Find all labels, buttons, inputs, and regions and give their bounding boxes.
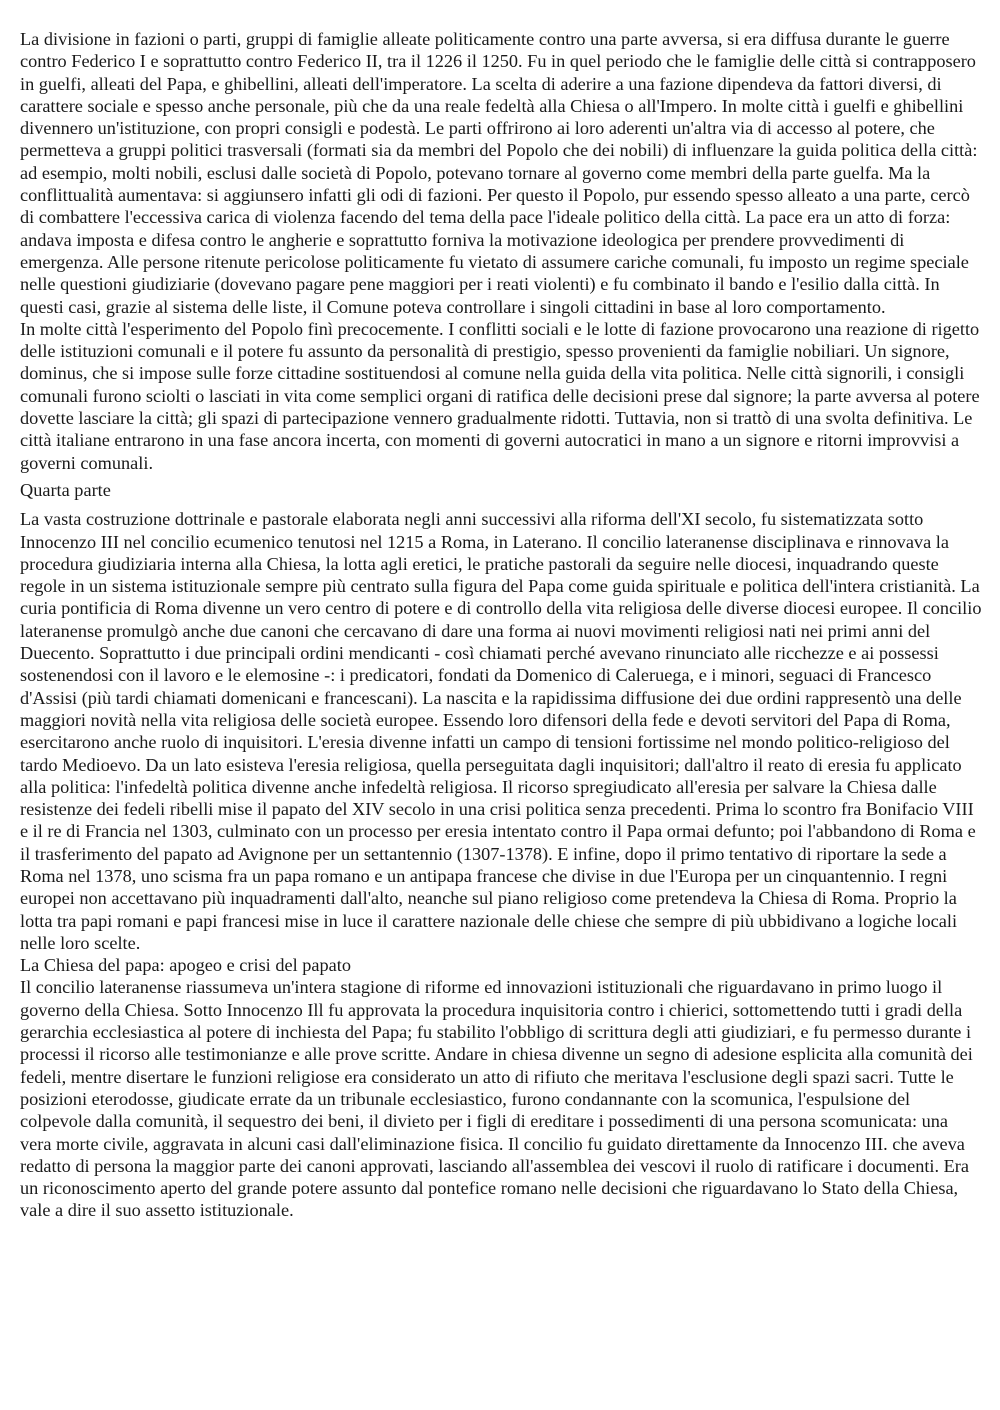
paragraph-lateran-council: La vasta costruzione dottrinale e pastorale elaborata negli anni successivi alla riforma dell'XI secolo, fu sistematizzata sotto Innocenzo III nel concilio ecumenico tenutosi nel 1215 a Roma, in Laterano. Il concilio lateranense disciplinava e rinnovava la procedura giudiziaria interna alla Chiesa, la lotta agli eretici, le pratiche pastorali da seguire nelle diocesi, inquadrando queste regole in un sistema istituzionale sempre più centrato sulla figura del Papa come guida spirituale e politica dell'intera cristianità. La curia pontificia di Roma divenne un vero centro di potere e di controllo della vita religiosa delle diverse diocesi europee. Il concilio lateranense promulgò anche due canoni che cercavano di dare una forma ai nuovi movimenti religiosi nati nei primi anni del Duecento. Soprattutto i due principali ordini mendicanti - così chiamati perché avevano rinunciato alle ricchezze e ai possessi sostenendosi con il lavoro e le elemosine -: i predicatori, fondati da Domenico di Caleruega, e i minori, seguaci di Francesco d'Assisi (più tardi chiamati domenicani e francescani). La nascita e la rapidissima diffusione dei due ordini rappresentò una delle maggiori novità nella vita religiosa delle società europee. Essendo loro difensori della fede e devoti servitori del Papa di Roma, esercitarono anche ruolo di inquisitori. L'eresia divenne infatti un campo di tensioni fortissime nel mondo politico-religioso del tardo Medioevo. Da un lato esisteva l'eresia religiosa, quella perseguitata dagli inquisitori; dall'altro il reato di eresia fu applicato alla politica: l'infedeltà politica divenne anche infedeltà religiosa. Il ricorso spregiudicato all'eresia per salvare la Chiesa dalle resistenze dei fedeli ribelli mise il papato del XIV secolo in una crisi politica senza precedenti. Prima lo scontro fra Bonifacio VIII e il re di Francia nel 1303, culminato con un processo per eresia intentato contro il Papa ormai defunto; poi l'abbandono di Roma e il trasferimento del papato ad Avignone per un settantennio (1307-1378). E infine, dopo il primo tentativo di riportare la sede a Roma nel 1378, uno scisma fra un papa romano e un antipapa francese che divise in due l'Europa per un cinquantennio. I regni europei non accettavano più inquadramenti dall'alto, neanche sul piano religioso come pretendeva la Chiesa di Roma. Proprio la lotta tra papi romani e papi francesi mise in luce il carattere nazionale delle chiese che sempre di più ubbidivano a logiche locali nelle loro scelte. xyxy=(20,509,982,953)
section-heading-chiesa-del-papa: La Chiesa del papa: apogeo e crisi del papato xyxy=(20,955,351,976)
paragraph-factions: La divisione in fazioni o parti, gruppi di famiglie alleate politicamente contro una parte avversa, si era diffusa durante le guerre contro Federico I e soprattutto contro Federico II, tra il 1226 il 1250. Fu in quel periodo che le famiglie delle città si contrapposero in guelfi, alleati del Papa, e ghibellini, alleati dell'imperatore. La scelta di aderire a una fazione dipendeva da fattori diversi, di carattere sociale e spesso anche personale, più che da una reale fedeltà alla Chiesa o all'Impero. In molte città i guelfi e ghibellini divennero un'istituzione, con propri consigli e podestà. Le parti offrirono ai loro aderenti un'altra via di accesso al potere, che permetteva a gruppi politici trasversali (formati sia da membri del Popolo che dei nobili) di influenzare la guida politica della città: ad esempio, molti nobili, esclusi dalle società di Popolo, potevano tornare al governo come membri della parte guelfa. Ma la conflittualità aumentava: si aggiunsero infatti gli odi di fazioni. Per questo il Popolo, pur essendo spesso alleato a una parte, cercò di combattere l'eccessiva carica di violenza facendo del tema della pace l'ideale politico della città. La pace era un atto di forza: andava imposta e difesa contro le angherie e soprattutto forniva la motivazione ideologica per prendere provvedimenti di emergenza. Alle persone ritenute pericolose politicamente fu vietato di assumere cariche comunali, fu imposto un regime speciale nelle questioni giudiziarie (dovevano pagare pene maggiori per i reati violenti) e fu combinato il bando e l'esilio dalla città. In questi casi, grazie al sistema delle liste, il Comune poteva controllare i singoli cittadini in base al loro comportamento. xyxy=(20,29,978,317)
document-body xyxy=(20,28,982,1222)
paragraph-signorie: In molte città l'esperimento del Popolo finì precocemente. I conflitti sociali e le lotte di fazione provocarono una reazione di rigetto delle istituzioni comunali e il potere fu assunto da personalità di prestigio, spesso provenienti da famiglie nobiliari. Un signore, dominus, che si impose sulle forze cittadine sostituendosi al comune nella guida della vita politica. Nelle città signorili, i consigli comunali furono sciolti o lasciati in vita come semplici organi di ratifica delle decisioni prese dal signore; la parte avversa al potere dovette lasciare la città; gli spazi di partecipazione vennero gradualmente ridotti. Tuttavia, non si trattò di una svolta definitiva. Le città italiane entrarono in una fase ancora incerta, con momenti di governi autocratici in mano a un signore e ritorni improvvisi a governi comunali. xyxy=(20,318,980,473)
section-heading-quarta-parte: Quarta parte xyxy=(20,479,111,500)
paragraph-papal-reforms: Il concilio lateranense riassumeva un'intera stagione di riforme ed innovazioni istituzionali che riguardavano in primo luogo il governo della Chiesa. Sotto Innocenzo Ill fu approvata la procedura inquisitoria contro i chierici, sottomettendo tutti i gradi della gerarchia ecclesiastica al potere di inchiesta del Papa; fu stabilito l'obbligo di scrittura degli atti giudiziari, e fu permesso durante i processi il ricorso alle testimonianze e alle prove scritte. Andare in chiesa divenne un segno di adesione esplicita alla comunità dei fedeli, mentre disertare le funzioni religiose era considerato un atto di rifiuto che meritava l'esclusione degli spazi sacri. Tutte le posizioni eterodosse, giudicate errate da un tribunale ecclesiastico, furono condannante con la scomunica, l'espulsione del colpevole dalla comunità, il sequestro dei beni, il divieto per i figli di ereditare i possedimenti di una persona scomunicata: una vera morte civile, aggravata in alcuni casi dall'eliminazione fisica. Il concilio fu guidato direttamente da Innocenzo III. che aveva redatto di persona la maggior parte dei canoni approvati, lasciando all'assemblea dei vescovi il ruolo di ratificare i documenti. Era un riconoscimento aperto del grande potere assunto dal pontefice romano nelle decisioni che riguardavano lo Stato della Chiesa, vale a dire il suo assetto istituzionale. xyxy=(20,977,973,1221)
